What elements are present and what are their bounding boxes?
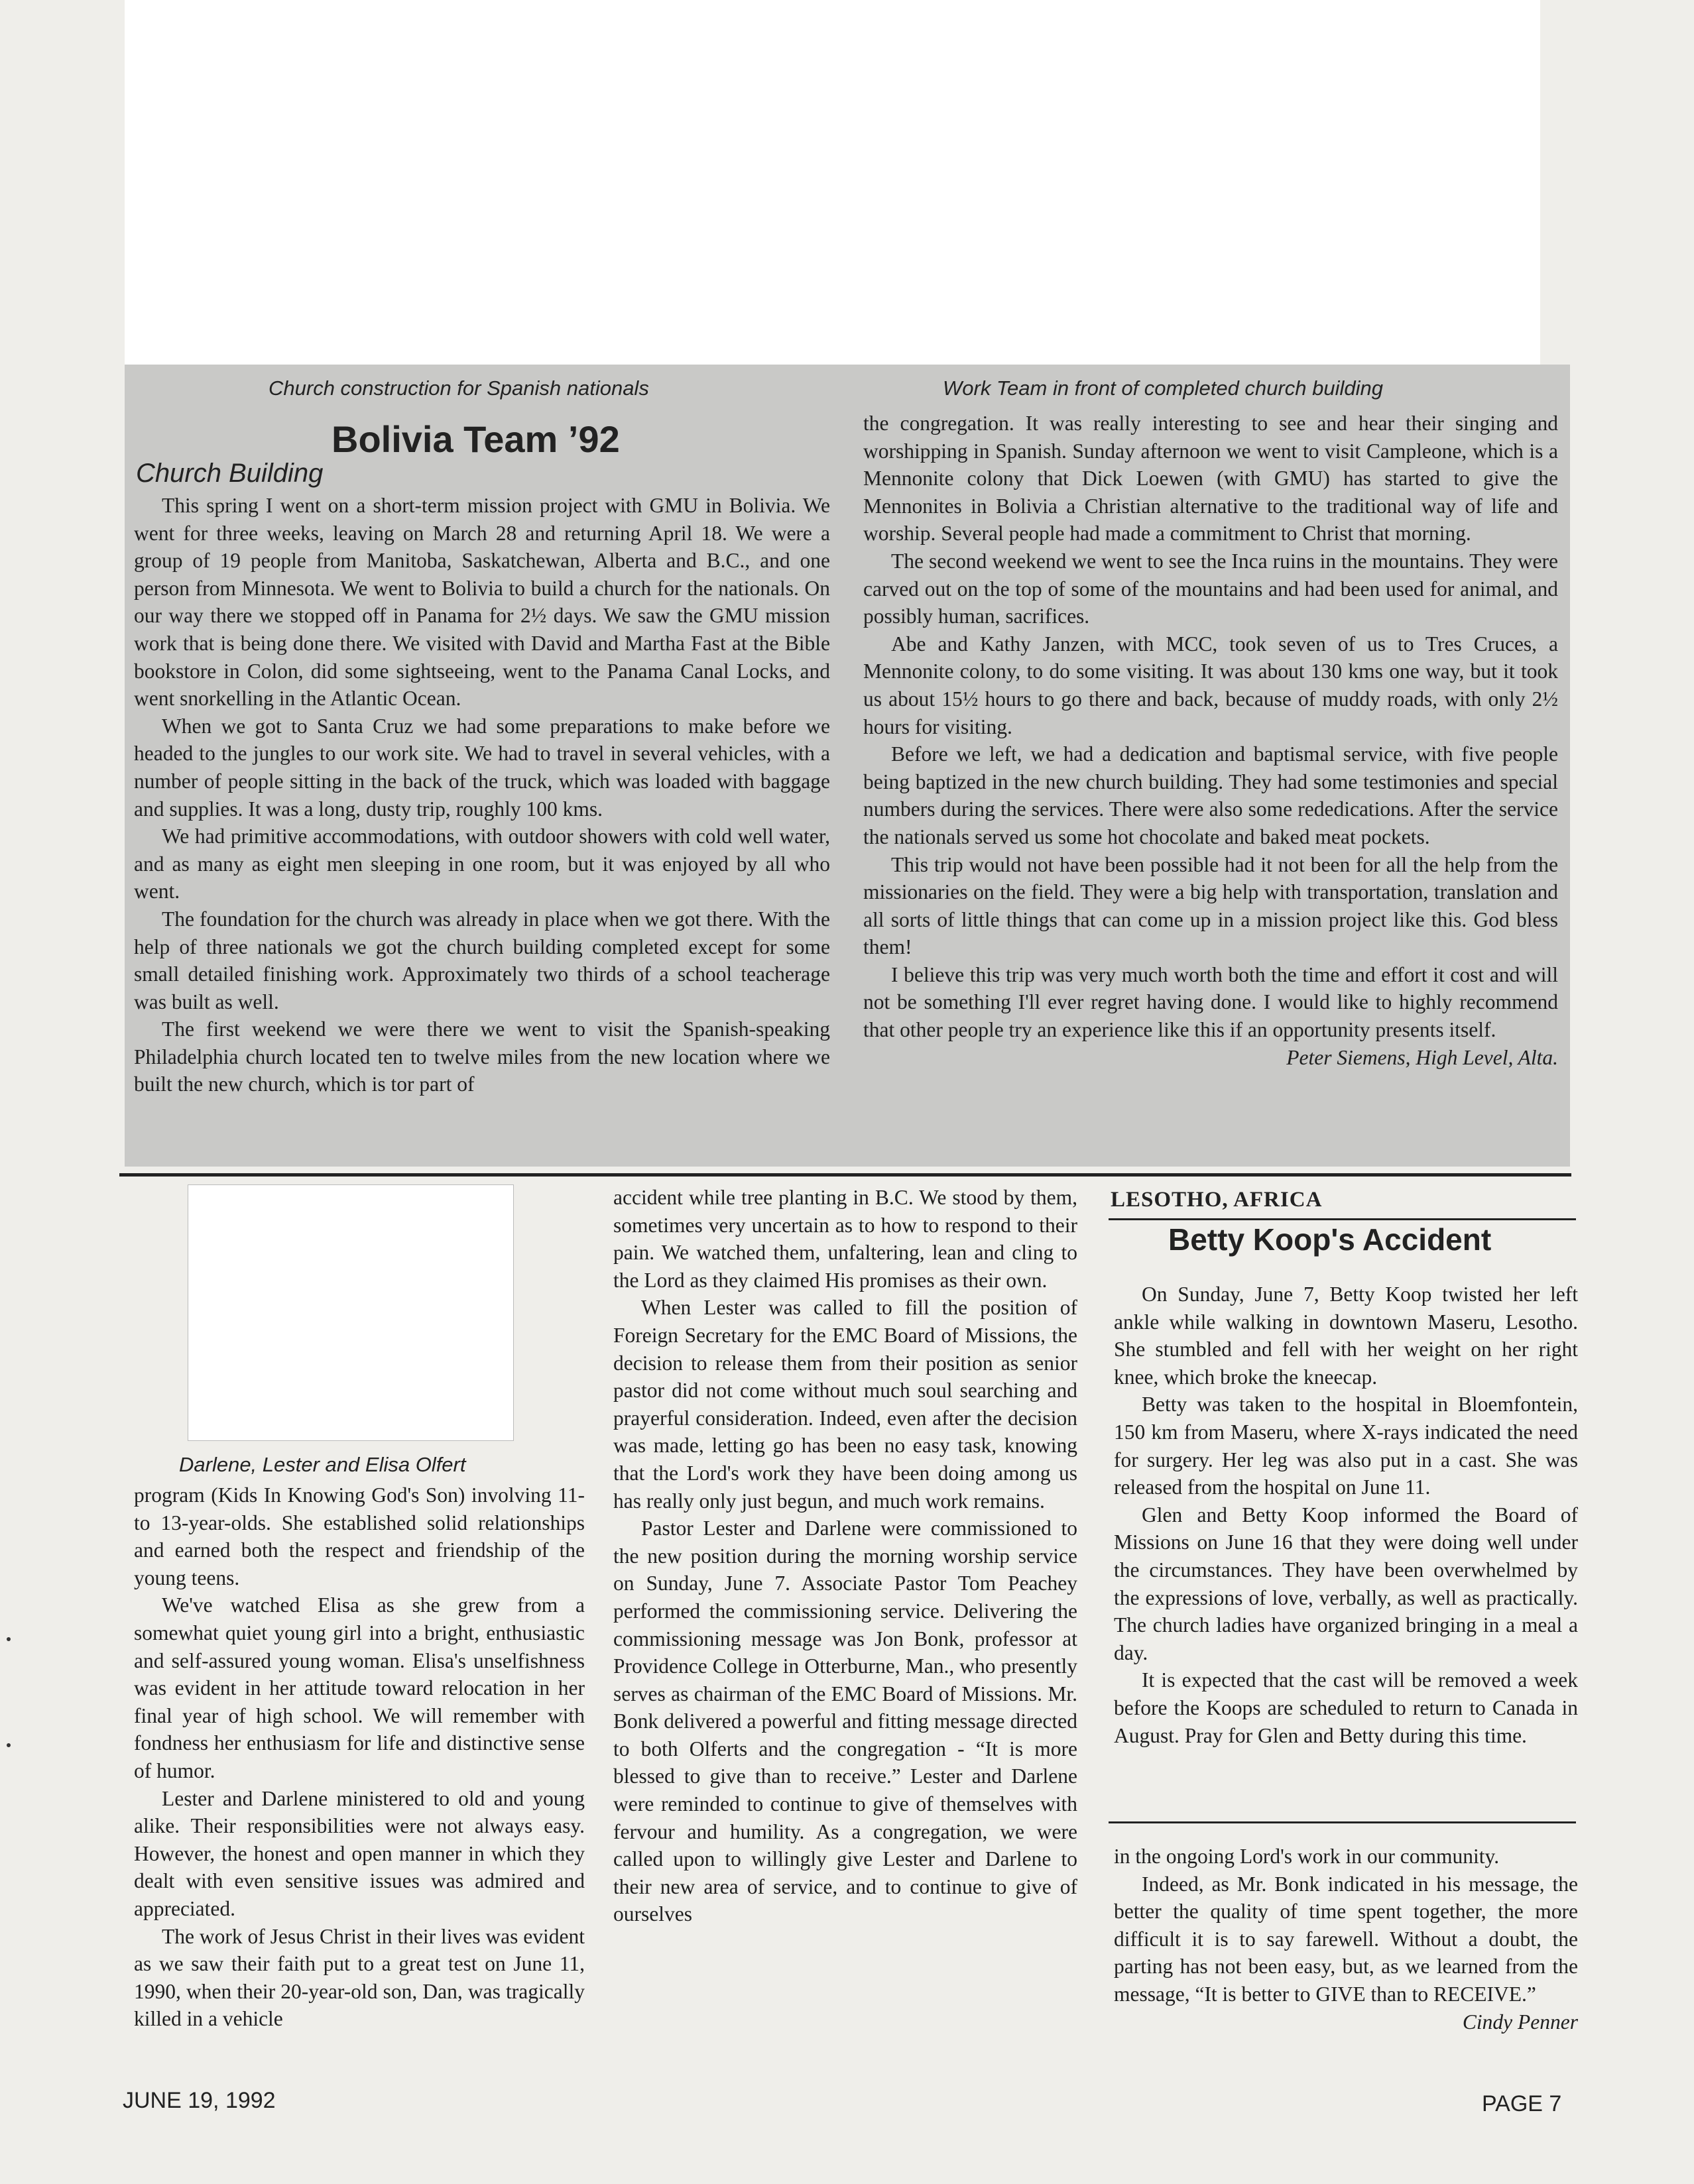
paragraph: The foundation for the church was already in place when we got there. With the help of three nationals we got the church building completed except for some small detailed finishing work. Approximately two thirds of a school teacherage was built as well. xyxy=(134,907,830,1013)
paragraph: When Lester was called to fill the position of Foreign Secretary for the EMC Board of Missions, the decision to release them from their position as senior pastor did not come without much soul searching and prayerful consideration. Indeed, even after the decision was made, letting go has been no easy task, knowing that the Lord's work they have been doing among us has really only just begun, and much work remains. xyxy=(613,1296,1077,1513)
footer-page-number: PAGE 7 xyxy=(1482,2091,1562,2116)
paragraph: Pastor Lester and Darlene were commissioned to the new position during the morning worship service on Sunday, June 7. Associate Pastor Tom Peachey performed the commissioning service. Delivering the commissioning message was Jon Bonk, professor at Providence College in Otterburne, Man., who presently serves as chairman of the EMC Board of Missions. Mr. Bonk delivered a powerful and fitting message directed to both Olferts and the congregation - “It is more blessed to give than to receive.” Lester and Darlene were reminded to continue to give of themselves with fervour and humility. As a congregation, we were called upon to willingly give Lester and Darlene to their new area of service, and to continue to give of ourselves xyxy=(613,1517,1077,1926)
koop-article-end-rule xyxy=(1109,1821,1576,1823)
section-divider xyxy=(119,1173,1571,1177)
olfert-column-2 xyxy=(613,1184,1077,1928)
koop-kicker: LESOTHO, AFRICA xyxy=(1111,1188,1323,1212)
footer-date: JUNE 19, 1992 xyxy=(123,2088,276,2113)
caption-work-team: Work Team in front of completed church building xyxy=(943,376,1383,400)
margin-mark xyxy=(7,1743,11,1747)
olfert-family-photo xyxy=(188,1184,514,1441)
bolivia-article-title: Bolivia Team ’92 xyxy=(332,418,620,460)
olfert-column-1 xyxy=(134,1481,585,2033)
paragraph: The second weekend we went to see the Inca ruins in the mountains. They were carved out on the top of some of the mountains and had been used for animal, and possibly human, sacrifices. xyxy=(863,549,1558,628)
olfert-column-3 xyxy=(1114,1843,1578,2036)
bolivia-signature: Peter Siemens, High Level, Alta. xyxy=(1286,1045,1558,1069)
koop-article-title: Betty Koop's Accident xyxy=(1168,1222,1492,1257)
paragraph: We had primitive accommodations, with outdoor showers with cold well water, and as many as eight men sleeping in one room, but it was enjoyed by all who went. xyxy=(134,825,830,903)
bolivia-article-subtitle: Church Building xyxy=(136,459,324,488)
paragraph: Glen and Betty Koop informed the Board of Missions on June 16 that they were doing well under the circumstances. They have been overwhelmed by the expressions of love, verbally, as well as practically. The church ladies have organized bringing in a meal a day. xyxy=(1114,1503,1578,1664)
caption-church-construction: Church construction for Spanish nationals xyxy=(269,376,649,400)
olfert-signature: Cindy Penner xyxy=(1462,2010,1578,2034)
paragraph: When we got to Santa Cruz we had some preparations to make before we headed to the jungles to our work site. We had to travel in several vehicles, with a number of people sitting in the back of the truck, which was loaded with baggage and supplies. It was a long, dusty trip, roughly 100 kms. xyxy=(134,714,830,821)
paragraph: The first weekend we were there we went to visit the Spanish-speaking Philadelphia church located ten to twelve miles from the new location where we built the new church, which is tor part of xyxy=(134,1017,830,1096)
paragraph: It is expected that the cast will be removed a week before the Koops are scheduled to return to Canada in August. Pray for Glen and Betty during this time. xyxy=(1114,1668,1578,1747)
paragraph: Before we left, we had a dedication and baptismal service, with five people being baptized in the new church building. They had some testimonies and special numbers during the services. There were also some rededications. After the service the nationals served us some hot chocolate and baked meat pockets. xyxy=(863,742,1558,848)
paragraph: the congregation. It was really interesting to see and hear their singing and worshipping in Spanish. Sunday afternoon we went to visit Campleone, which is a Mennonite colony that Dick Loewen (with GMU) has started to give the Mennonites in Bolivia a Christian alternative to the traditional way of life and worship. Several people had made a commitment to Christ that morning. xyxy=(863,412,1558,546)
bolivia-left-column xyxy=(134,492,830,1098)
olfert-photo-caption: Darlene, Lester and Elisa Olfert xyxy=(179,1453,466,1476)
top-photo-area xyxy=(125,0,1540,365)
paragraph: On Sunday, June 7, Betty Koop twisted her left ankle while walking in downtown Maseru, Lesotho. She stumbled and fell with her weight on her right knee, which broke the kneecap. xyxy=(1114,1283,1578,1389)
margin-mark xyxy=(7,1637,11,1641)
paragraph: This trip would not have been possible had it not been for all the help from the missionaries on the field. They were a big help with transportation, translation and all sorts of little things that can come up in a mission project like this. God bless them! xyxy=(863,852,1558,959)
koop-column xyxy=(1114,1281,1578,1749)
paragraph: Betty was taken to the hospital in Bloemfontein, 150 km from Maseru, where X-rays indicated the need for surgery. Her leg was also put in a cast. She was released from the hospital on June 11. xyxy=(1114,1393,1578,1499)
bolivia-right-column xyxy=(863,410,1558,1071)
paragraph: Lester and Darlene ministered to old and young alike. Their responsibilities were not always easy. However, the honest and open manner in which they dealt with even sensitive issues was admired and appreciated. xyxy=(134,1786,585,1920)
paragraph: This spring I went on a short-term mission project with GMU in Bolivia. We went for three weeks, leaving on March 28 and returning April 18. We were a group of 19 people from Manitoba, Saskatchewan, Alberta and B.C., and one person from Minnesota. We went to Bolivia to build a church for the nationals. On our way there we stopped off in Panama for 2½ days. We saw the GMU mission work that is being done there. We visited with David and Martha Fast at the Bible bookstore in Colon, did some sightseeing, went to the Panama Canal Locks, and went snorkelling in the Atlantic Ocean. xyxy=(134,494,830,711)
paragraph: Indeed, as Mr. Bonk indicated in his message, the better the quality of time spent together, the more difficult it is to say farewell. Without a doubt, the parting has not been easy, but, as we learned from the message, “It is better to GIVE than to RECEIVE.” xyxy=(1114,1872,1578,2006)
paragraph: accident while tree planting in B.C. We stood by them, sometimes very uncertain as to how to respond to their pain. We watched them, unfaltering, lean and cling to the Lord as they claimed His promises as their own. xyxy=(613,1186,1077,1292)
paragraph: program (Kids In Knowing God's Son) involving 11- to 13-year-olds. She established solid relationships and earned both the respect and friendship of the young teens. xyxy=(134,1483,585,1589)
paragraph: The work of Jesus Christ in their lives was evident as we saw their faith put to a great test on June 11, 1990, when their 20-year-old son, Dan, was tragically killed in a vehicle xyxy=(134,1924,585,2031)
paragraph: Abe and Kathy Janzen, with MCC, took seven of us to Tres Cruces, a Mennonite colony, to do some visiting. It was about 130 kms one way, but it took us about 15½ hours to go there and back, because of muddy roads, with only 2½ hours for visiting. xyxy=(863,632,1558,738)
koop-title-rule xyxy=(1109,1218,1576,1220)
paragraph: We've watched Elisa as she grew from a somewhat quiet young girl into a bright, enthusiastic and self-assured young woman. Elisa's unselfishness was evident in her attitude toward relocation in her final year of high school. We will remember with fondness her enthusiasm for life and distinctive sense of humor. xyxy=(134,1593,585,1782)
paragraph: I believe this trip was very much worth both the time and effort it cost and will not be something I'll ever regret having done. I would like to highly recommend that other people try an experience like this if an opportunity presents itself. xyxy=(863,962,1558,1042)
paragraph: in the ongoing Lord's work in our community. xyxy=(1114,1845,1500,1868)
